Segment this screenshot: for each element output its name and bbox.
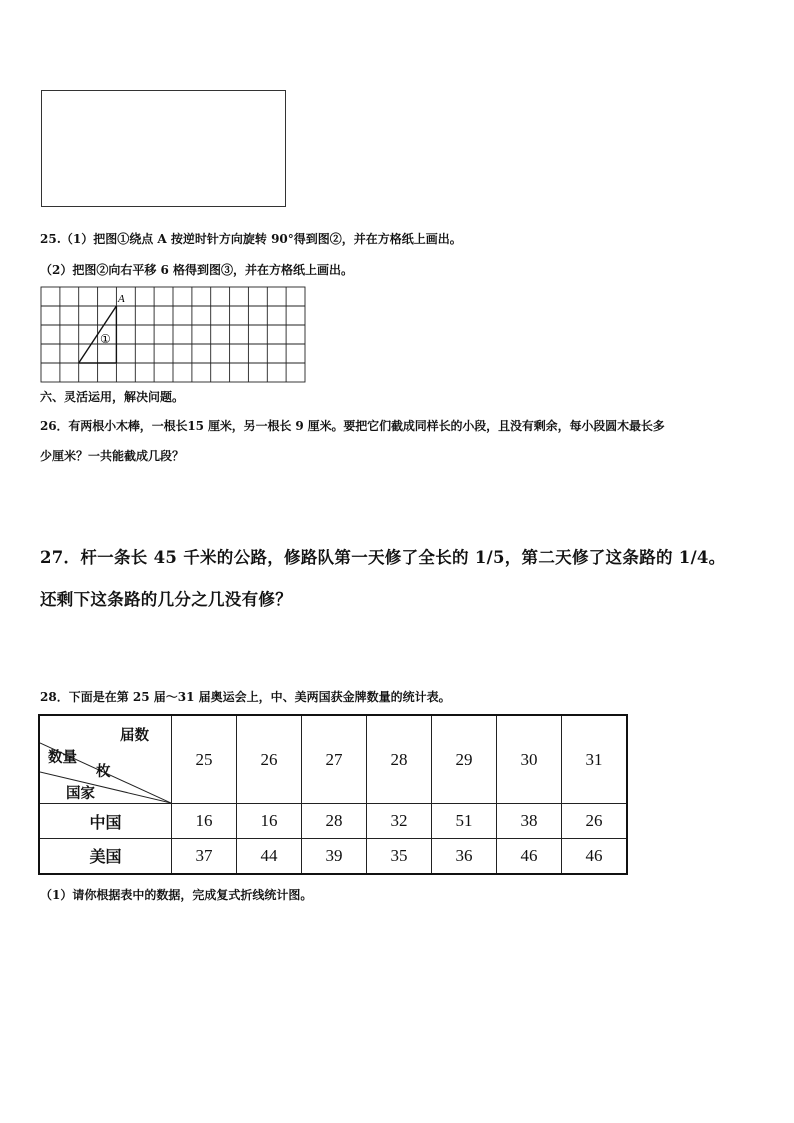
row-country: 中国 <box>39 804 172 839</box>
table-cell: 16 <box>172 804 237 839</box>
q25-part2: （2）把图②向右平移 6 格得到图③，并在方格纸上画出。 <box>40 263 354 277</box>
header-country: 国家 <box>66 786 95 802</box>
row-country: 美国 <box>39 839 172 874</box>
column-header: 31 <box>562 715 628 804</box>
column-header: 25 <box>172 715 237 804</box>
table-cell: 35 <box>367 839 432 874</box>
header-unit: 枚 <box>96 764 111 780</box>
shape-one-label: ① <box>100 332 111 346</box>
table-cell: 36 <box>432 839 497 874</box>
q28-sub1: （1）请你根据表中的数据，完成复式折线统计图。 <box>40 888 313 902</box>
table-cell: 32 <box>367 804 432 839</box>
table-cell: 26 <box>562 804 628 839</box>
column-header: 26 <box>237 715 302 804</box>
q26-line2: 少厘米？一共能截成几段？ <box>40 449 185 463</box>
column-header: 30 <box>497 715 562 804</box>
column-header: 29 <box>432 715 497 804</box>
column-header: 28 <box>367 715 432 804</box>
table-cell: 38 <box>497 804 562 839</box>
table-cell: 16 <box>237 804 302 839</box>
grid-paper <box>40 286 308 386</box>
table-cell: 46 <box>497 839 562 874</box>
q28-intro: 28．下面是在第 25 届～31 届奥运会上，中、美两国获金牌数量的统计表。 <box>40 690 451 704</box>
section-six-title: 六、灵活运用，解决问题。 <box>40 390 185 404</box>
table-cell: 39 <box>302 839 367 874</box>
diagonal-header-cell <box>39 715 172 804</box>
medal-table <box>38 714 628 875</box>
table-cell: 28 <box>302 804 367 839</box>
table-cell: 44 <box>237 839 302 874</box>
q25-part1: 25.（1）把图①绕点 A 按逆时针方向旋转 90°得到图②，并在方格纸上画出。 <box>40 232 462 246</box>
table-header-row <box>39 715 627 804</box>
header-sessions: 届数 <box>120 728 149 744</box>
table-cell: 37 <box>172 839 237 874</box>
table-cell: 51 <box>432 804 497 839</box>
column-header: 27 <box>302 715 367 804</box>
table-row <box>39 839 627 874</box>
q26-line1: 26．有两根小木棒，一根长15 厘米，另一根长 9 厘米。要把它们截成同样长的小段，且没有剩余，每小段圆木最长多 <box>40 419 665 433</box>
point-a-label: A <box>118 293 125 305</box>
table-cell: 46 <box>562 839 628 874</box>
q27-line1: 27．杆一条长 45 千米的公路，修路队第一天修了全长的 1/5，第二天修了这条路的 1/4。 <box>40 548 726 567</box>
table-row <box>39 804 627 839</box>
grid-lines <box>41 287 305 382</box>
q27-line2: 还剩下这条路的几分之几没有修？ <box>40 590 292 609</box>
answer-box <box>41 90 286 207</box>
header-quantity: 数量 <box>48 750 77 766</box>
